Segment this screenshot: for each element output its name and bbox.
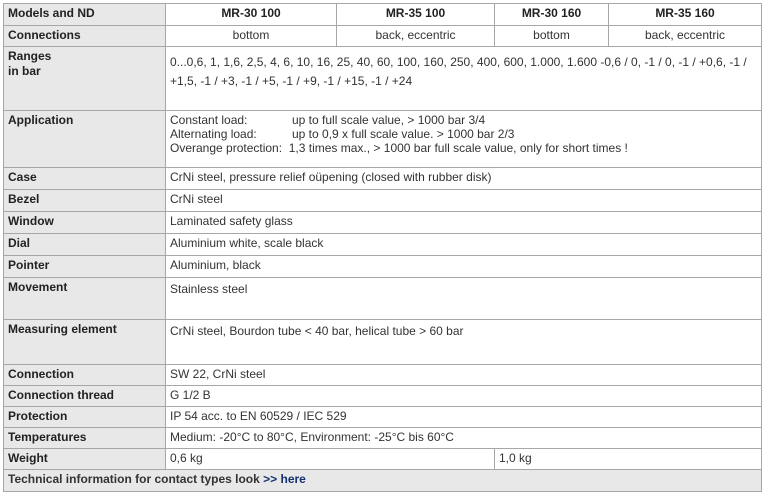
footer-row [4, 470, 762, 492]
alternating-load-value: up to 0,9 x full scale value. > 1000 bar 2/3 [292, 127, 515, 141]
protection-row [4, 407, 762, 428]
connections-mr30-100: bottom [166, 26, 337, 47]
protection-value: IP 54 acc. to EN 60529 / IEC 529 [166, 407, 762, 428]
model-mr30-100: MR-30 100 [166, 4, 337, 26]
protection-label: Protection [4, 407, 166, 428]
window-row [4, 212, 762, 234]
alternating-load-key: Alternating load: [170, 127, 257, 141]
window-value: Laminated safety glass [166, 212, 762, 234]
constant-load-value: up to full scale value, > 1000 bar 3/4 [292, 113, 486, 127]
movement-row [4, 278, 762, 320]
bezel-row [4, 190, 762, 212]
constant-load-line [170, 113, 757, 127]
dial-label: Dial [4, 234, 166, 256]
ranges-label-line1: Ranges [8, 49, 52, 63]
model-mr35-160: MR-35 160 [609, 4, 762, 26]
connection-label: Connection [4, 365, 166, 386]
ranges-label [4, 47, 166, 111]
case-row [4, 168, 762, 190]
weight-row [4, 449, 762, 470]
model-mr30-160: MR-30 160 [495, 4, 609, 26]
temperatures-row [4, 428, 762, 449]
temperatures-label: Temperatures [4, 428, 166, 449]
connections-mr30-160: bottom [495, 26, 609, 47]
case-label: Case [4, 168, 166, 190]
alternating-load-line [170, 127, 757, 141]
dial-value: Aluminium white, scale black [166, 234, 762, 256]
dial-row [4, 234, 762, 256]
model-mr35-100: MR-35 100 [337, 4, 495, 26]
ranges-value-line1: 0...0,6, 1, 1,6, 2,5, 4, 6, 10, 16, 25, 40, 60, 100, 160, 250, 400, 600, 1.000, 1.600 -0,6 / 0, -1 / 0, -1 / +0,6, -1 / [170, 55, 747, 69]
connection-value: SW 22, CrNi steel [166, 365, 762, 386]
pointer-row [4, 256, 762, 278]
window-label: Window [4, 212, 166, 234]
application-value [166, 111, 762, 168]
measuring-label: Measuring element [4, 320, 166, 365]
bezel-label: Bezel [4, 190, 166, 212]
case-value: CrNi steel, pressure relief oüpening (closed with rubber disk) [166, 168, 762, 190]
movement-label: Movement [4, 278, 166, 320]
application-label: Application [4, 111, 166, 168]
overrange-line: Overange protection: 1,3 times max., > 1000 bar full scale value, only for short times ! [170, 141, 628, 155]
measuring-value: CrNi steel, Bourdon tube < 40 bar, helical tube > 60 bar [166, 320, 762, 365]
weight-100: 0,6 kg [166, 449, 495, 470]
ranges-label-line2: in bar [8, 64, 41, 78]
measuring-row [4, 320, 762, 365]
connections-label: Connections [4, 26, 166, 47]
bezel-value: CrNi steel [166, 190, 762, 212]
weight-160: 1,0 kg [495, 449, 762, 470]
spec-table [3, 3, 762, 492]
connections-mr35-100: back, eccentric [337, 26, 495, 47]
pointer-value: Aluminium, black [166, 256, 762, 278]
thread-label: Connection thread [4, 386, 166, 407]
connections-mr35-160: back, eccentric [609, 26, 762, 47]
application-row [4, 111, 762, 168]
pointer-label: Pointer [4, 256, 166, 278]
footer-cell [4, 470, 762, 492]
weight-label: Weight [4, 449, 166, 470]
connections-row [4, 26, 762, 47]
here-link[interactable]: >> here [263, 472, 306, 486]
thread-value: G 1/2 B [166, 386, 762, 407]
thread-row [4, 386, 762, 407]
ranges-row [4, 47, 762, 111]
temperatures-value: Medium: -20°C to 80°C, Environment: -25°C bis 60°C [166, 428, 762, 449]
ranges-value [166, 47, 762, 111]
connection-row [4, 365, 762, 386]
movement-value: Stainless steel [166, 278, 762, 320]
ranges-value-line2: +1,5, -1 / +3, -1 / +5, -1 / +9, -1 / +15, -1 / +24 [170, 74, 413, 88]
constant-load-key: Constant load: [170, 113, 248, 127]
header-row [4, 4, 762, 26]
footer-text: Technical information for contact types look [8, 472, 264, 486]
header-label: Models and ND [4, 4, 166, 26]
